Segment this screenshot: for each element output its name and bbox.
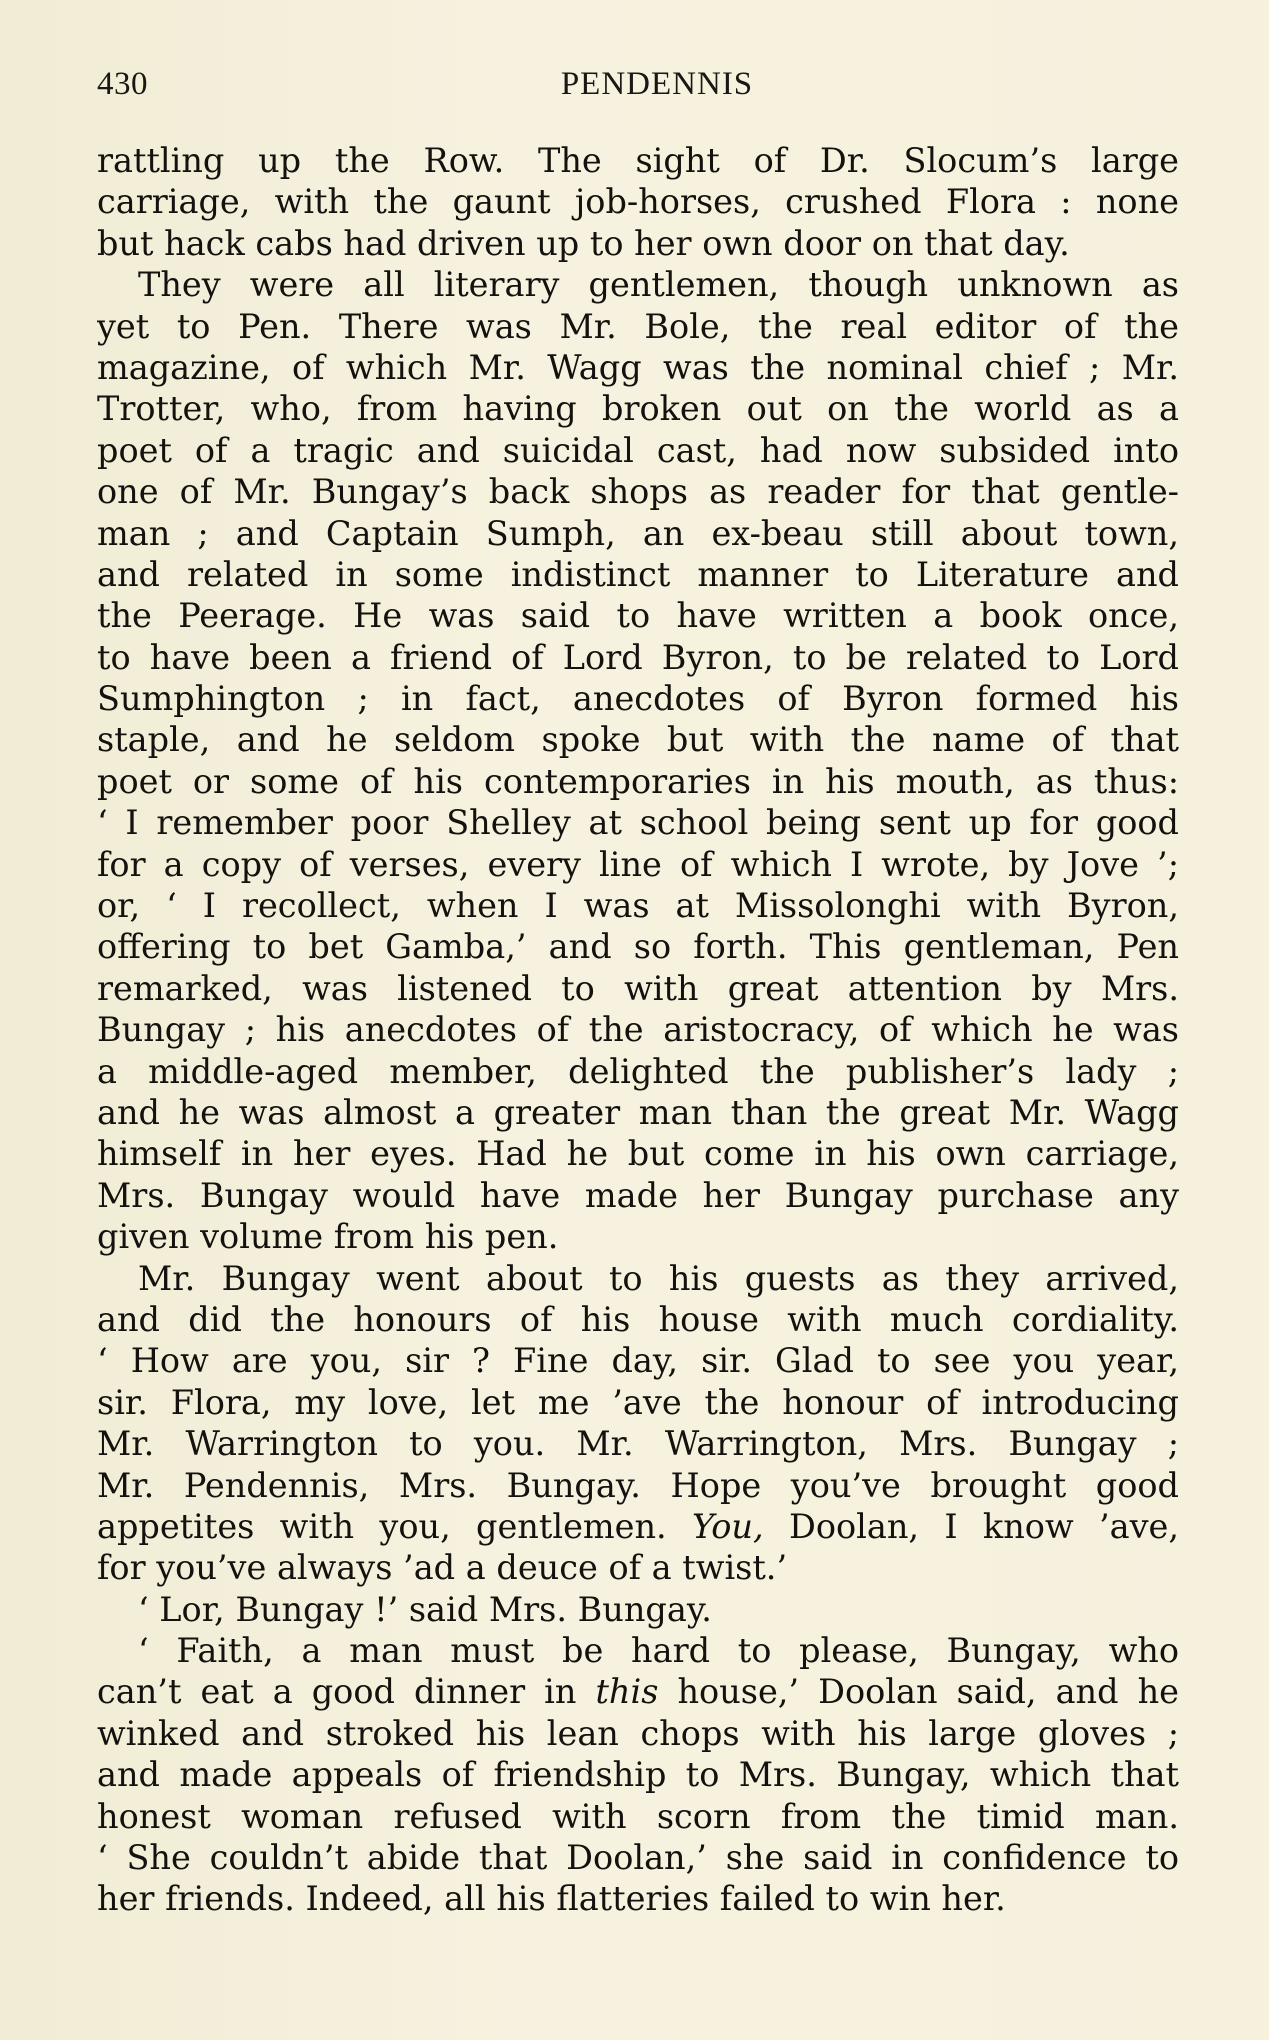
text-line (97, 1382, 1179, 1423)
text-segment: a middle-aged member, delighted the publisher’s lady ; (97, 1051, 1179, 1091)
text-line (97, 844, 1179, 885)
text-segment: carriage, with the gaunt job-horses, crushed Flora : none (97, 182, 1179, 222)
text-segment: offering to bet Gamba,’ and so forth. This gentleman, Pen (97, 927, 1179, 967)
paragraph (97, 1630, 1179, 1920)
text-segment: Mrs. Bungay would have made her Bungay purchase any (97, 1175, 1179, 1215)
text-line (97, 1754, 1179, 1795)
text-line (97, 1299, 1179, 1340)
text-line (97, 1258, 1179, 1299)
text-segment: They were all literary gentlemen, though unknown as (138, 265, 1179, 305)
text-line (97, 181, 1179, 222)
text-segment: ‘ Faith, a man must be hard to please, Bungay, who (138, 1631, 1179, 1671)
text-segment: Doolan, I know ’ave, (763, 1506, 1179, 1546)
text-segment: for you’ve always ’ad a deuce of a twist.’ (97, 1548, 788, 1588)
text-line (97, 1837, 1179, 1878)
paragraph (97, 1589, 1179, 1630)
text-segment: can’t eat a good dinner in (97, 1672, 596, 1712)
text-segment: ‘ She couldn’t abide that Doolan,’ she said in confidence to (97, 1838, 1179, 1878)
text-line (97, 347, 1179, 388)
text-segment: yet to Pen. There was Mr. Bole, the real editor of the (97, 306, 1179, 346)
text-line (97, 926, 1179, 967)
text-line (97, 968, 1179, 1009)
text-line (97, 1175, 1179, 1216)
text-line (97, 1051, 1179, 1092)
text-segment: or, ‘ I recollect, when I was at Missolonghi with Byron, (97, 886, 1179, 926)
text-segment: one of Mr. Bungay’s back shops as reader for that gentle- (97, 472, 1179, 512)
text-line (97, 1133, 1179, 1174)
paragraph (97, 140, 1179, 264)
text-segment: Mr. Pendennis, Mrs. Bungay. Hope you’ve brought good (97, 1465, 1179, 1505)
text-line (97, 637, 1179, 678)
text-line (97, 1465, 1179, 1506)
text-segment: Bungay ; his anecdotes of the aristocracy, of which he was (97, 1010, 1179, 1050)
text-line (97, 388, 1179, 429)
text-segment: and related in some indistinct manner to Literature and (97, 554, 1179, 594)
text-line (97, 223, 1179, 264)
text-line (97, 1547, 1179, 1588)
text-line (97, 1009, 1179, 1050)
text-segment: poet of a tragic and suicidal cast, had now subsided into (97, 430, 1179, 470)
text-segment: winked and stroked his lean chops with his large gloves ; (97, 1713, 1179, 1753)
text-segment: Sumphington ; in fact, anecdotes of Byron formed his (97, 679, 1179, 719)
text-line (97, 885, 1179, 926)
text-line (97, 1340, 1179, 1381)
text-line (97, 1630, 1179, 1671)
paragraph (97, 1258, 1179, 1589)
text-line (97, 1423, 1179, 1464)
text-segment: man ; and Captain Sumph, an ex-beau still about town, (97, 513, 1179, 553)
text-line (97, 719, 1179, 760)
text-line (97, 678, 1179, 719)
text-segment: Mr. Warrington to you. Mr. Warrington, Mrs. Bungay ; (97, 1424, 1179, 1464)
text-line (97, 1589, 1179, 1630)
text-segment: to have been a friend of Lord Byron, to be related to Lord (97, 637, 1179, 677)
text-line (97, 140, 1179, 181)
text-segment: her friends. Indeed, all his flatteries failed to win her. (97, 1879, 1006, 1919)
text-line (97, 761, 1179, 802)
text-segment: and made appeals of friendship to Mrs. Bungay, which that (97, 1755, 1179, 1795)
italic-word: You, (692, 1506, 764, 1546)
text-segment: house,’ Doolan said, and he (658, 1672, 1179, 1712)
text-segment: himself in her eyes. Had he but come in his own carriage, (97, 1134, 1179, 1174)
text-line (97, 802, 1179, 843)
text-segment: poet or some of his contemporaries in his mouth, as thus: (97, 761, 1179, 801)
text-segment: Trotter, who, from having broken out on the world as a (97, 389, 1179, 429)
text-line (97, 471, 1179, 512)
text-line (97, 430, 1179, 471)
text-segment: the Peerage. He was said to have written a book once, (97, 596, 1179, 636)
text-segment: and he was almost a greater man than the great Mr. Wagg (97, 1092, 1179, 1132)
text-segment: appetites with you, gentlemen. (97, 1506, 693, 1546)
text-line (97, 1092, 1179, 1133)
text-line (97, 1878, 1179, 1919)
text-line (97, 1796, 1179, 1837)
body-text (97, 140, 1179, 1920)
text-segment: Mr. Bungay went about to his guests as they arrived, (138, 1258, 1179, 1298)
text-line (97, 1671, 1179, 1712)
text-segment: staple, and he seldom spoke but with the name of that (97, 720, 1179, 760)
text-line (97, 1713, 1179, 1754)
text-segment: ‘ How are you, sir ? Fine day, sir. Glad to see you year, (97, 1341, 1179, 1381)
italic-word: this (595, 1672, 659, 1712)
page-number: 430 (97, 66, 148, 102)
text-segment: for a copy of verses, every line of which I wrote, by Jove ’; (97, 844, 1179, 884)
text-segment: ‘ Lor, Bungay !’ said Mrs. Bungay. (138, 1589, 712, 1629)
text-segment: given volume from his pen. (97, 1217, 559, 1257)
text-line (97, 264, 1179, 305)
text-segment: remarked, was listened to with great attention by Mrs. (97, 968, 1179, 1008)
text-line (97, 1216, 1179, 1257)
text-segment: and did the honours of his house with much cordiality. (97, 1299, 1179, 1339)
paragraph (97, 264, 1179, 1257)
text-line (97, 595, 1179, 636)
text-segment: but hack cabs had driven up to her own door on that day. (97, 223, 1070, 263)
book-title: PENDENNIS (560, 66, 754, 102)
text-segment: honest woman refused with scorn from the timid man. (97, 1796, 1179, 1836)
text-line (97, 513, 1179, 554)
text-line (97, 1506, 1179, 1547)
text-line (97, 554, 1179, 595)
text-segment: magazine, of which Mr. Wagg was the nominal chief ; Mr. (97, 347, 1179, 387)
running-head (97, 66, 1177, 114)
text-segment: ‘ I remember poor Shelley at school being sent up for good (97, 803, 1179, 843)
text-segment: rattling up the Row. The sight of Dr. Slocum’s large (97, 141, 1179, 180)
text-line (97, 306, 1179, 347)
text-segment: sir. Flora, my love, let me ’ave the honour of introducing (97, 1382, 1179, 1422)
